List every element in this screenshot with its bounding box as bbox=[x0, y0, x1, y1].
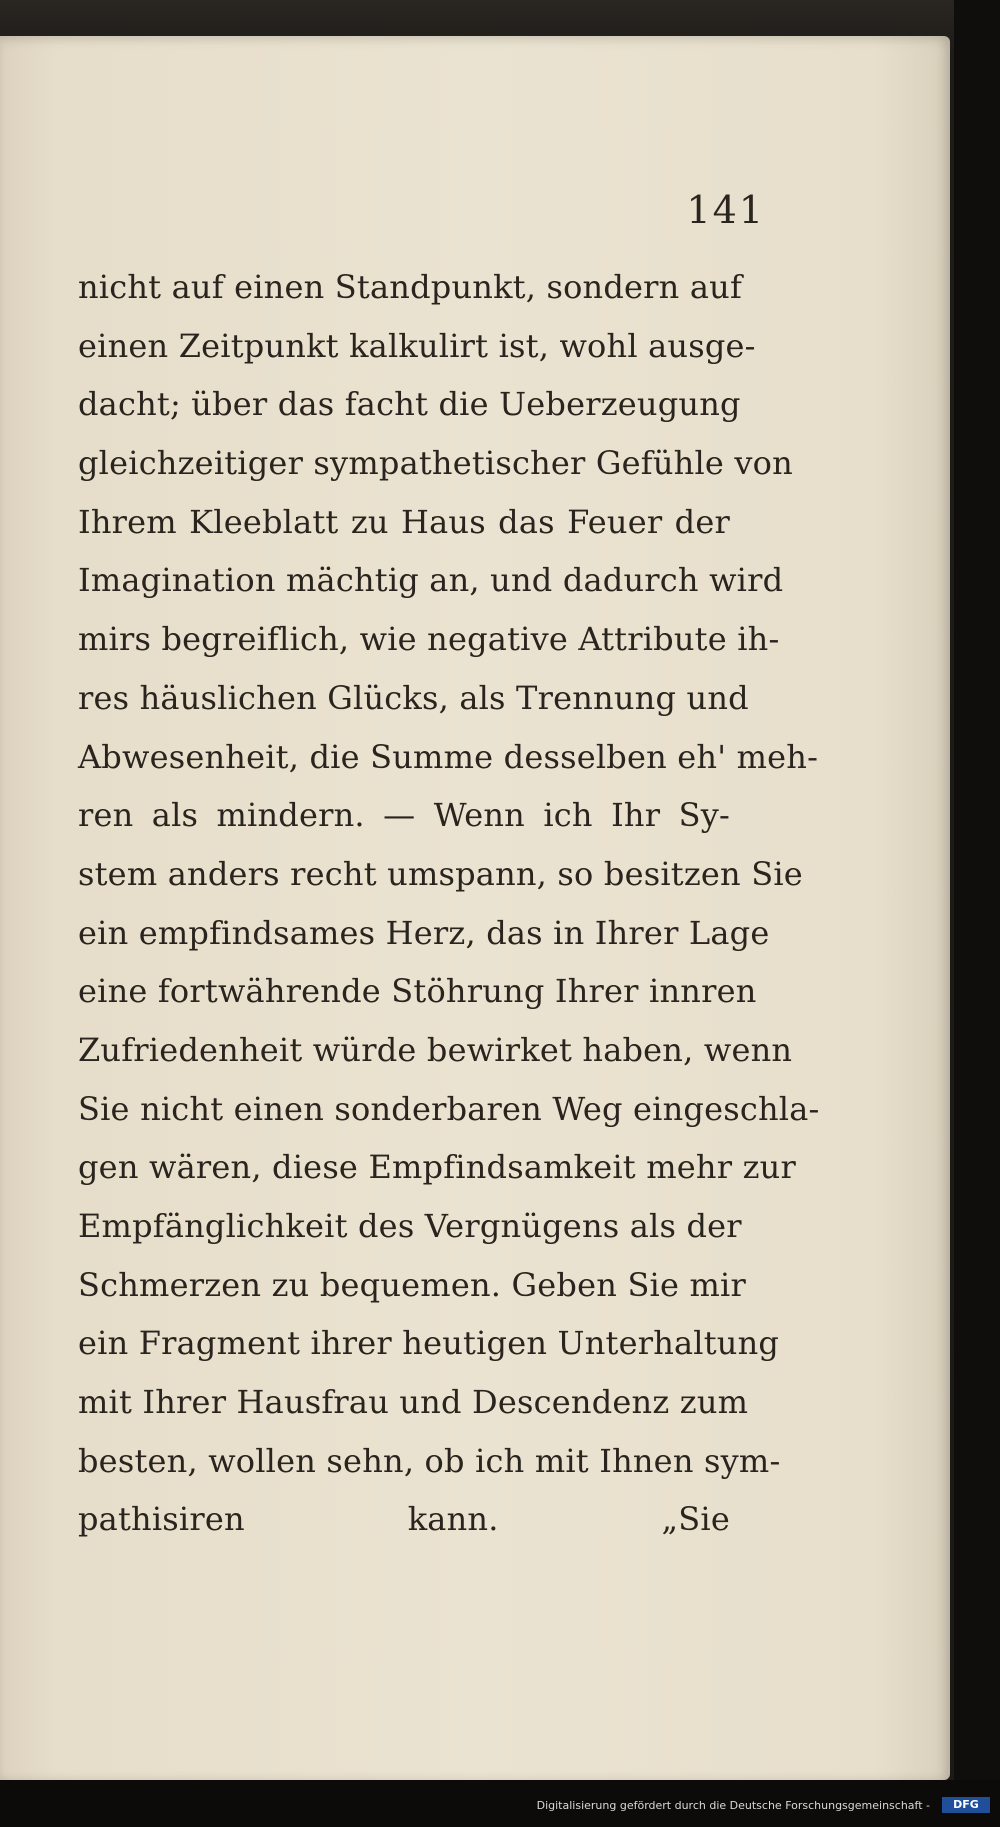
text-line: pathisiren kann. „Sie bbox=[78, 1500, 730, 1539]
text-line: Imagination mächtig an, und dadurch wird bbox=[78, 561, 784, 600]
scan-edge bbox=[954, 0, 1000, 1827]
body-text bbox=[78, 258, 820, 1549]
text-line: Ihrem Kleeblatt zu Haus das Feuer der bbox=[78, 502, 730, 541]
text-line: ein empfindsames Herz, das in Ihrer Lage bbox=[78, 913, 770, 952]
text-line: einen Zeitpunkt kalkulirt ist, wohl ausge- bbox=[78, 326, 756, 365]
dfg-logo: DFG bbox=[942, 1797, 990, 1813]
text-line: Sie nicht einen sonderbaren Weg eingeschla- bbox=[78, 1089, 820, 1128]
text-line: Schmerzen zu bequemen. Geben Sie mir bbox=[78, 1265, 746, 1304]
text-line: Empfänglichkeit des Vergnügens als der bbox=[78, 1207, 742, 1245]
page-number: 141 bbox=[686, 188, 765, 232]
text-line: ein Fragment ihrer heutigen Unterhaltung bbox=[78, 1324, 780, 1363]
text-line: gen wären, diese Empfindsamkeit mehr zur bbox=[78, 1148, 796, 1187]
text-line: ren als mindern. — Wenn ich Ihr Sy- bbox=[78, 796, 730, 835]
text-line: stem anders recht umspann, so besitzen Sie bbox=[78, 854, 803, 893]
text-line: eine fortwährende Stöhrung Ihrer innren bbox=[78, 972, 757, 1011]
footer-credit: Digitalisierung gefördert durch die Deutsche Forschungsgemeinschaft - bbox=[536, 1799, 930, 1812]
text-line: dacht; über das facht die Ueberzeugung bbox=[78, 385, 741, 424]
text-line: Abwesenheit, die Summe desselben eh' meh- bbox=[78, 737, 819, 776]
text-line: besten, wollen sehn, ob ich mit Ihnen sym- bbox=[78, 1441, 781, 1480]
text-line: mit Ihrer Hausfrau und Descendenz zum bbox=[78, 1383, 749, 1422]
text-line: mirs begreiflich, wie negative Attribute ih- bbox=[78, 620, 780, 659]
text-line: nicht auf einen Standpunkt, sondern auf bbox=[78, 268, 742, 306]
text-line: Zufriedenheit würde bewirket haben, wenn bbox=[78, 1030, 793, 1069]
text-line: res häuslichen Glücks, als Trennung und bbox=[78, 678, 749, 717]
text-line: gleichzeitiger sympathetischer Gefühle von bbox=[78, 444, 793, 483]
